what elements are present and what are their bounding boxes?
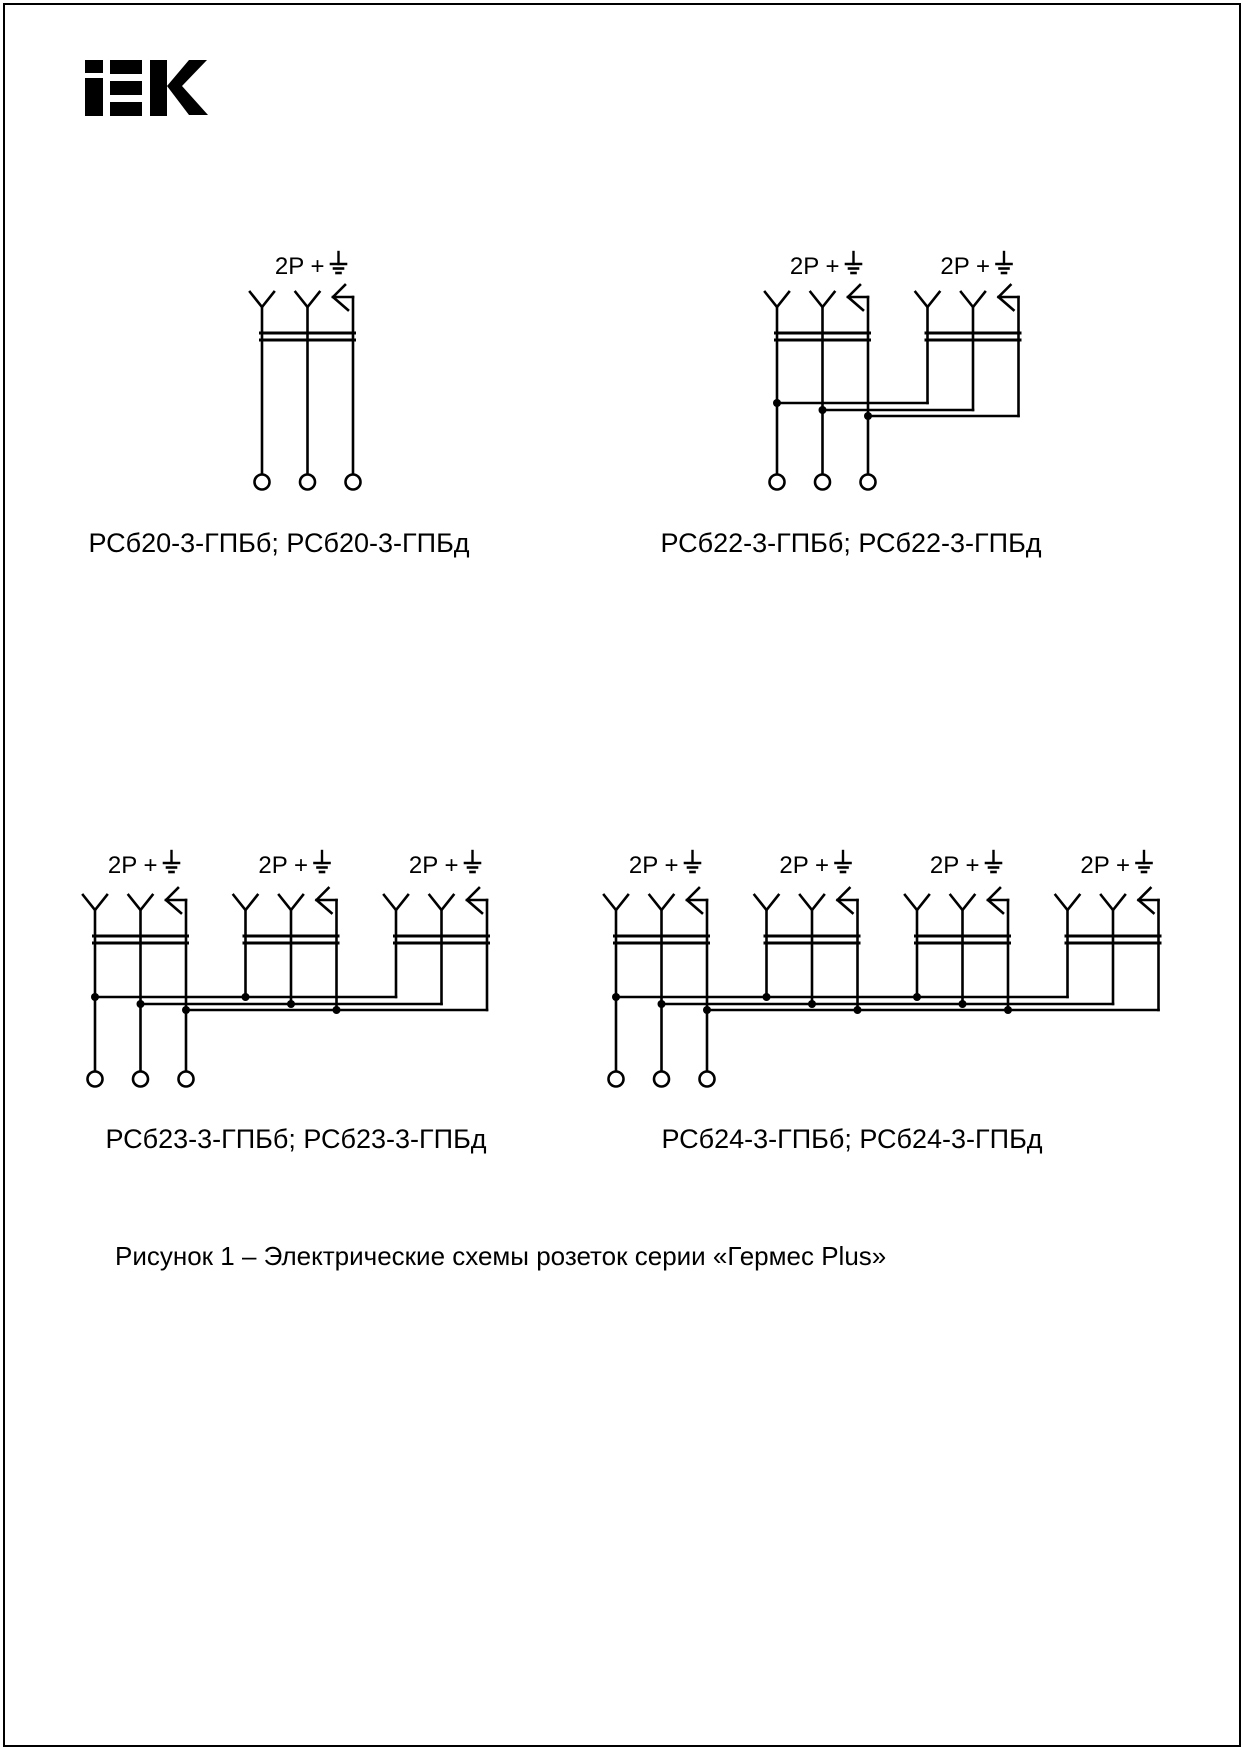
socket-group [384,851,489,1010]
junction-dot [913,993,921,1001]
ground-icon [685,851,700,872]
junction-dot [333,1006,341,1014]
junction-dot [763,993,771,1001]
terminal-circle [179,1072,194,1087]
socket-contact-icon [604,895,628,910]
terminal-circle [255,475,270,490]
junction-dot [1004,1006,1012,1014]
socket-contact-icon [1101,895,1125,910]
schematic-label-rsb24: РСб24-3-ГПБб; РСб24-3-ГПБд [661,1124,1043,1154]
junction-dot [773,399,781,407]
earth-contact-icon [467,888,487,913]
socket-group [604,851,715,1087]
socket-contact-icon [234,895,258,910]
schematic-РСб24 [604,851,1160,1087]
socket-contact-icon [765,292,789,307]
junction-dot [703,1006,711,1014]
socket-group [250,252,361,490]
ground-icon [465,851,480,872]
ground-icon [164,851,179,872]
earth-contact-icon [1139,888,1159,913]
junction-dot [287,1000,295,1008]
junction-dot [808,1000,816,1008]
socket-group [905,851,1010,1010]
terminal-circle [700,1072,715,1087]
terminal-circle [609,1072,624,1087]
pole-count-label: 2P + [779,852,829,879]
ground-icon [315,851,330,872]
ground-icon [986,851,1001,872]
ground-icon [836,851,851,872]
earth-contact-icon [848,285,868,310]
socket-contact-icon [650,895,674,910]
socket-group [755,851,860,1010]
socket-contact-icon [1056,895,1080,910]
junction-dot [658,1000,666,1008]
pole-count-label: 2P + [408,852,459,879]
junction-dot [137,1000,145,1008]
pole-count-label: 2P + [628,852,679,879]
socket-contact-icon [811,292,835,307]
schematic-РСб22 [765,252,1020,490]
socket-contact-icon [800,895,824,910]
ground-icon [846,252,861,273]
socket-contact-icon [430,895,454,910]
earth-contact-icon [333,285,353,310]
pole-count-label: 2P + [1080,852,1130,879]
interconnect-lines [612,993,1159,1014]
terminal-circle [770,475,785,490]
earth-contact-icon [988,888,1008,913]
socket-group [234,851,339,1010]
socket-contact-icon [250,292,274,307]
pole-count-label: 2P + [789,253,840,280]
terminal-circle [133,1072,148,1087]
socket-contact-icon [951,895,975,910]
pole-count-label: 2P + [107,852,158,879]
socket-contact-icon [83,895,107,910]
schematic-label-rsb23: РСб23-3-ГПБб; РСб23-3-ГПБд [105,1124,487,1154]
junction-dot [819,406,827,414]
figure-caption: Рисунок 1 – Электрические схемы розеток серии «Гермес Plus» [115,1241,887,1271]
schematic-РСб20 [250,252,361,490]
earth-contact-icon [687,888,707,913]
terminal-circle [861,475,876,490]
interconnect-lines [773,399,1019,420]
junction-dot [854,1006,862,1014]
pole-count-label: 2P + [274,253,325,280]
socket-group [83,851,194,1087]
terminal-circle [654,1072,669,1087]
socket-contact-icon [961,292,985,307]
socket-contact-icon [296,292,320,307]
earth-contact-icon [317,888,337,913]
earth-contact-icon [838,888,858,913]
socket-contact-icon [129,895,153,910]
ground-icon [997,252,1012,273]
pole-count-label: 2P + [929,852,980,879]
schematic-РСб23 [83,851,489,1087]
interconnect-lines [91,993,487,1014]
socket-group [1056,851,1161,1010]
junction-dot [864,412,872,420]
socket-group [916,252,1021,416]
ground-icon [1137,851,1152,872]
socket-group [765,252,876,490]
schematic-label-rsb20: РСб20-3-ГПБб; РСб20-3-ГПБд [88,528,470,558]
earth-contact-icon [166,888,186,913]
earth-contact-icon [999,285,1019,310]
terminal-circle [815,475,830,490]
socket-contact-icon [905,895,929,910]
schematic-label-rsb22: РСб22-3-ГПБб; РСб22-3-ГПБд [660,528,1042,558]
ground-icon [331,252,346,273]
socket-contact-icon [755,895,779,910]
terminal-circle [346,475,361,490]
socket-contact-icon [916,292,940,307]
junction-dot [182,1006,190,1014]
terminal-circle [88,1072,103,1087]
pole-count-label: 2P + [940,253,990,280]
pole-count-label: 2P + [258,852,308,879]
junction-dot [242,993,250,1001]
junction-dot [959,1000,967,1008]
junction-dot [91,993,99,1001]
terminal-circle [300,475,315,490]
junction-dot [612,993,620,1001]
socket-contact-icon [279,895,303,910]
socket-contact-icon [384,895,408,910]
